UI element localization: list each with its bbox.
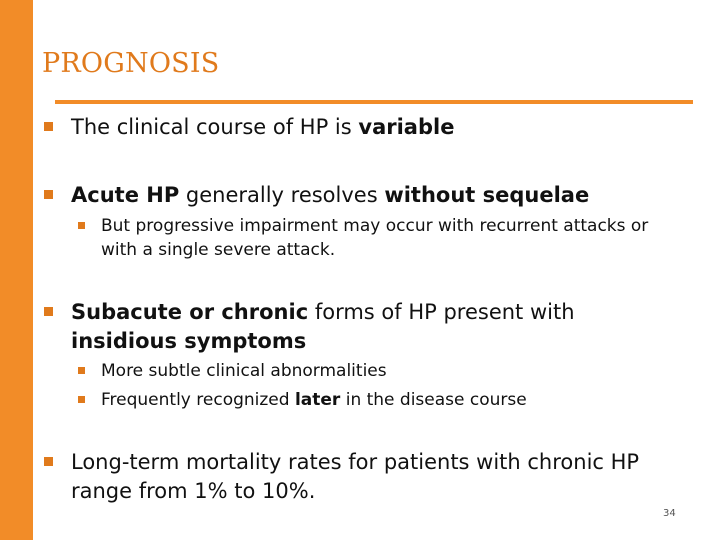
- sub-bullet-2-1: [78, 214, 658, 262]
- sub-bullet-marker: [78, 367, 85, 374]
- slide-title: PROGNOSIS: [42, 48, 220, 79]
- bullet-4-text: Long-term mortality rates for patients with chronic HP range from 1% to 10%.: [71, 450, 640, 503]
- bullet-2-bold-text-2: without sequelae: [384, 183, 590, 207]
- bullet-3-bold-text: Subacute or chronic: [71, 300, 309, 324]
- bullet-marker: [44, 307, 53, 316]
- sub-bullet-3-1: [78, 359, 658, 383]
- bullet-1: [44, 113, 684, 142]
- bullet-marker: [44, 122, 53, 131]
- sub-bullet-3-2-text: Frequently recognized: [101, 390, 295, 410]
- bullet-3-text: forms of HP present with: [308, 300, 575, 324]
- bullet-4: [44, 448, 689, 506]
- bullet-1-bold-text: variable: [358, 115, 455, 139]
- sub-bullet-3-2-text-2: in the disease course: [340, 390, 527, 410]
- sub-bullet-marker: [78, 222, 85, 229]
- sub-bullet-3-1-text: More subtle clinical abnormalities: [101, 361, 387, 381]
- sub-bullet-marker: [78, 396, 85, 403]
- sub-bullet-2-1-text: But progressive impairment may occur with recurrent attacks or with a single severe attack.: [101, 216, 649, 260]
- slide-number: 34: [663, 508, 676, 519]
- left-accent-bar: [0, 0, 33, 540]
- bullet-1-text: The clinical course of HP is: [71, 115, 359, 139]
- bullet-2-bold-text: Acute HP: [71, 183, 180, 207]
- title-divider: [55, 100, 693, 104]
- bullet-3: [44, 298, 664, 356]
- bullet-marker: [44, 457, 53, 466]
- bullet-marker: [44, 190, 53, 199]
- sub-bullet-3-2: [78, 388, 658, 412]
- bullet-3-bold-text-2: insidious symptoms: [71, 329, 307, 353]
- bullet-2-text: generally resolves: [179, 183, 385, 207]
- bullet-2: [44, 181, 684, 210]
- sub-bullet-3-2-bold-text: later: [294, 390, 341, 410]
